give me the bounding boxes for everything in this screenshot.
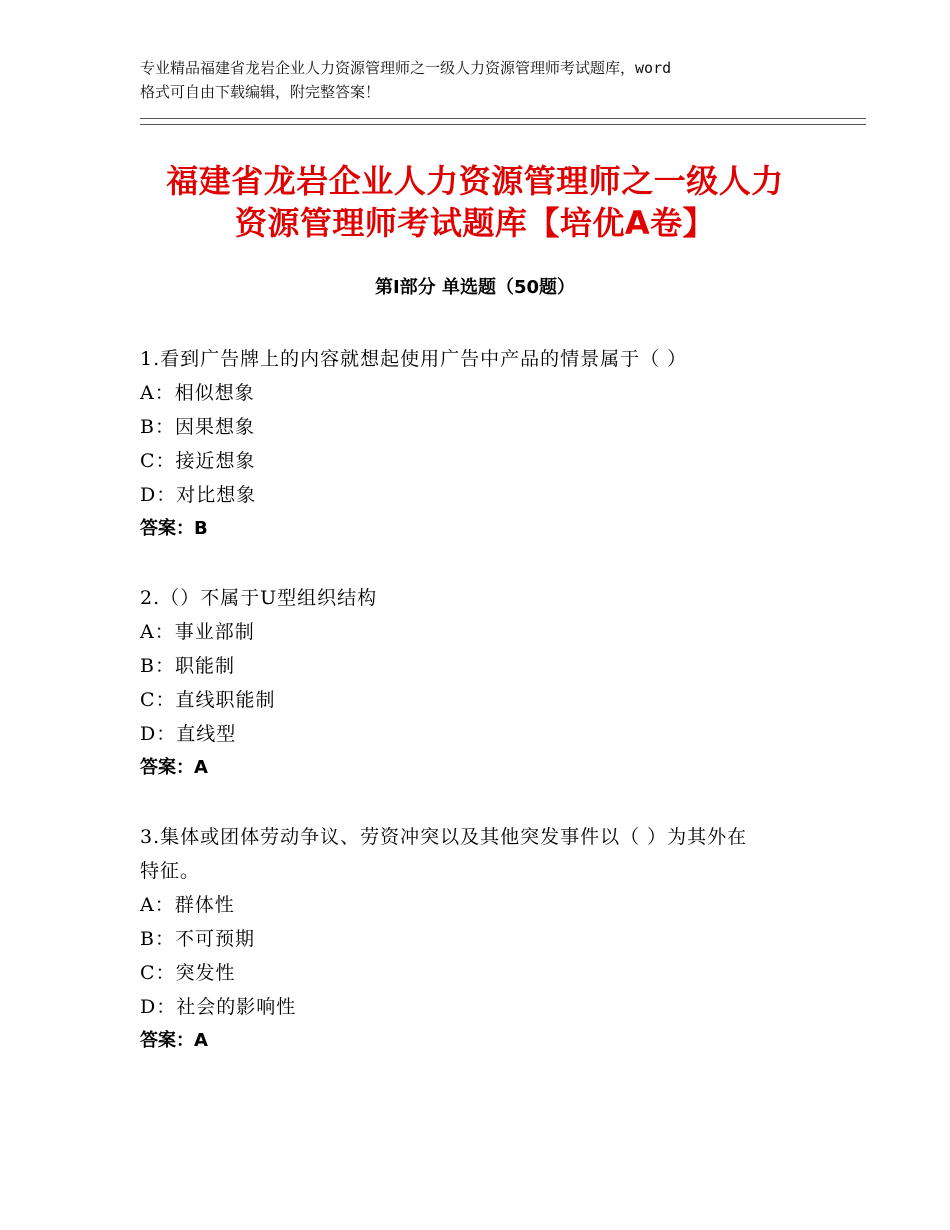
question-stem: 1.看到广告牌上的内容就想起使用广告中产品的情景属于（ ） <box>140 348 688 370</box>
document-title-line-2: 资源管理师考试题库【培优A卷】 <box>234 204 716 242</box>
question-list <box>140 342 820 1093</box>
option-c: C：直线职能制 <box>140 689 276 711</box>
question-2 <box>140 581 820 785</box>
section-title: 第Ⅰ部分 单选题（50题） <box>374 277 575 298</box>
question-stem-line-2: 特征。 <box>140 860 201 882</box>
option-a: A：群体性 <box>140 894 235 916</box>
answer: 答案：A <box>140 1030 208 1051</box>
option-a: A：相似想象 <box>140 382 255 404</box>
answer: 答案：A <box>140 757 208 778</box>
option-b: B：因果想象 <box>140 416 255 438</box>
option-c: C：接近想象 <box>140 450 256 472</box>
document-title-line-1: 福建省龙岩企业人力资源管理师之一级人力 <box>166 162 784 200</box>
header-note <box>140 56 840 104</box>
option-c: C：突发性 <box>140 962 236 984</box>
header-note-line-2: 格式可自由下载编辑，附完整答案！ <box>140 83 381 101</box>
question-1 <box>140 342 820 546</box>
question-3 <box>140 820 820 1058</box>
option-d: D：直线型 <box>140 723 237 745</box>
option-b: B：不可预期 <box>140 928 255 950</box>
header-note-line-1: 专业精品福建省龙岩企业人力资源管理师之一级人力资源管理师考试题库，word <box>140 59 672 77</box>
document-title <box>100 160 850 244</box>
option-a: A：事业部制 <box>140 621 255 643</box>
question-stem-line-1: 3.集体或团体劳动争议、劳资冲突以及其他突发事件以（ ）为其外在 <box>140 826 748 848</box>
option-b: B：职能制 <box>140 655 235 677</box>
question-stem: 2.（）不属于U型组织结构 <box>140 587 378 609</box>
option-d: D：对比想象 <box>140 484 257 506</box>
answer: 答案：B <box>140 518 208 539</box>
option-d: D：社会的影响性 <box>140 996 297 1018</box>
header-double-rule <box>140 118 866 125</box>
